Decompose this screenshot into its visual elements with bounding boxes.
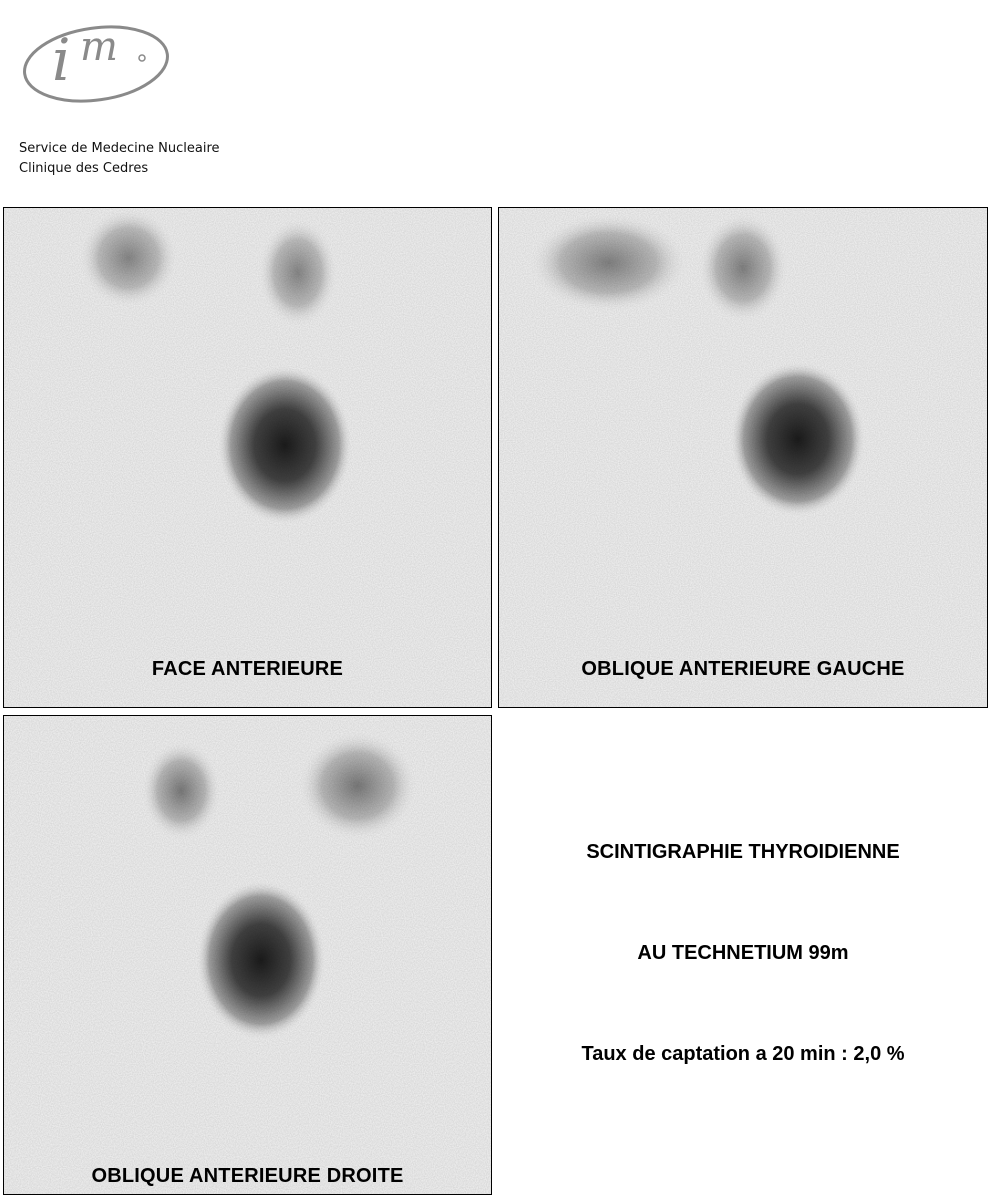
clinic-logo <box>18 18 178 108</box>
scan-panel-face-anterieure <box>3 207 492 708</box>
clinic-name: Clinique des Cedres <box>19 161 149 176</box>
im-logo-icon <box>18 18 178 108</box>
scintigraphy-image <box>4 208 491 707</box>
view-label-oblique-anterieure-gauche: OBLIQUE ANTERIEURE GAUCHE <box>581 658 905 680</box>
scan-panel-oblique-anterieure-gauche <box>498 207 988 708</box>
svg-text:i: i <box>52 26 71 94</box>
department-name: Service de Medecine Nucleaire <box>19 141 220 156</box>
scan-panel-oblique-anterieure-droite <box>3 715 492 1195</box>
view-label-oblique-anterieure-droite: OBLIQUE ANTERIEURE DROITE <box>91 1165 404 1187</box>
view-label-face-anterieure: FACE ANTERIEURE <box>151 658 344 680</box>
exam-title: SCINTIGRAPHIE THYROIDIENNE <box>586 841 900 863</box>
scintigraphy-image <box>499 208 987 707</box>
header-info <box>19 139 220 179</box>
svg-text:m: m <box>80 24 118 70</box>
exam-agent: AU TECHNETIUM 99m <box>637 942 849 964</box>
scintigraphy-image <box>4 716 491 1194</box>
uptake-rate: Taux de captation a 20 min : 2,0 % <box>581 1043 905 1065</box>
